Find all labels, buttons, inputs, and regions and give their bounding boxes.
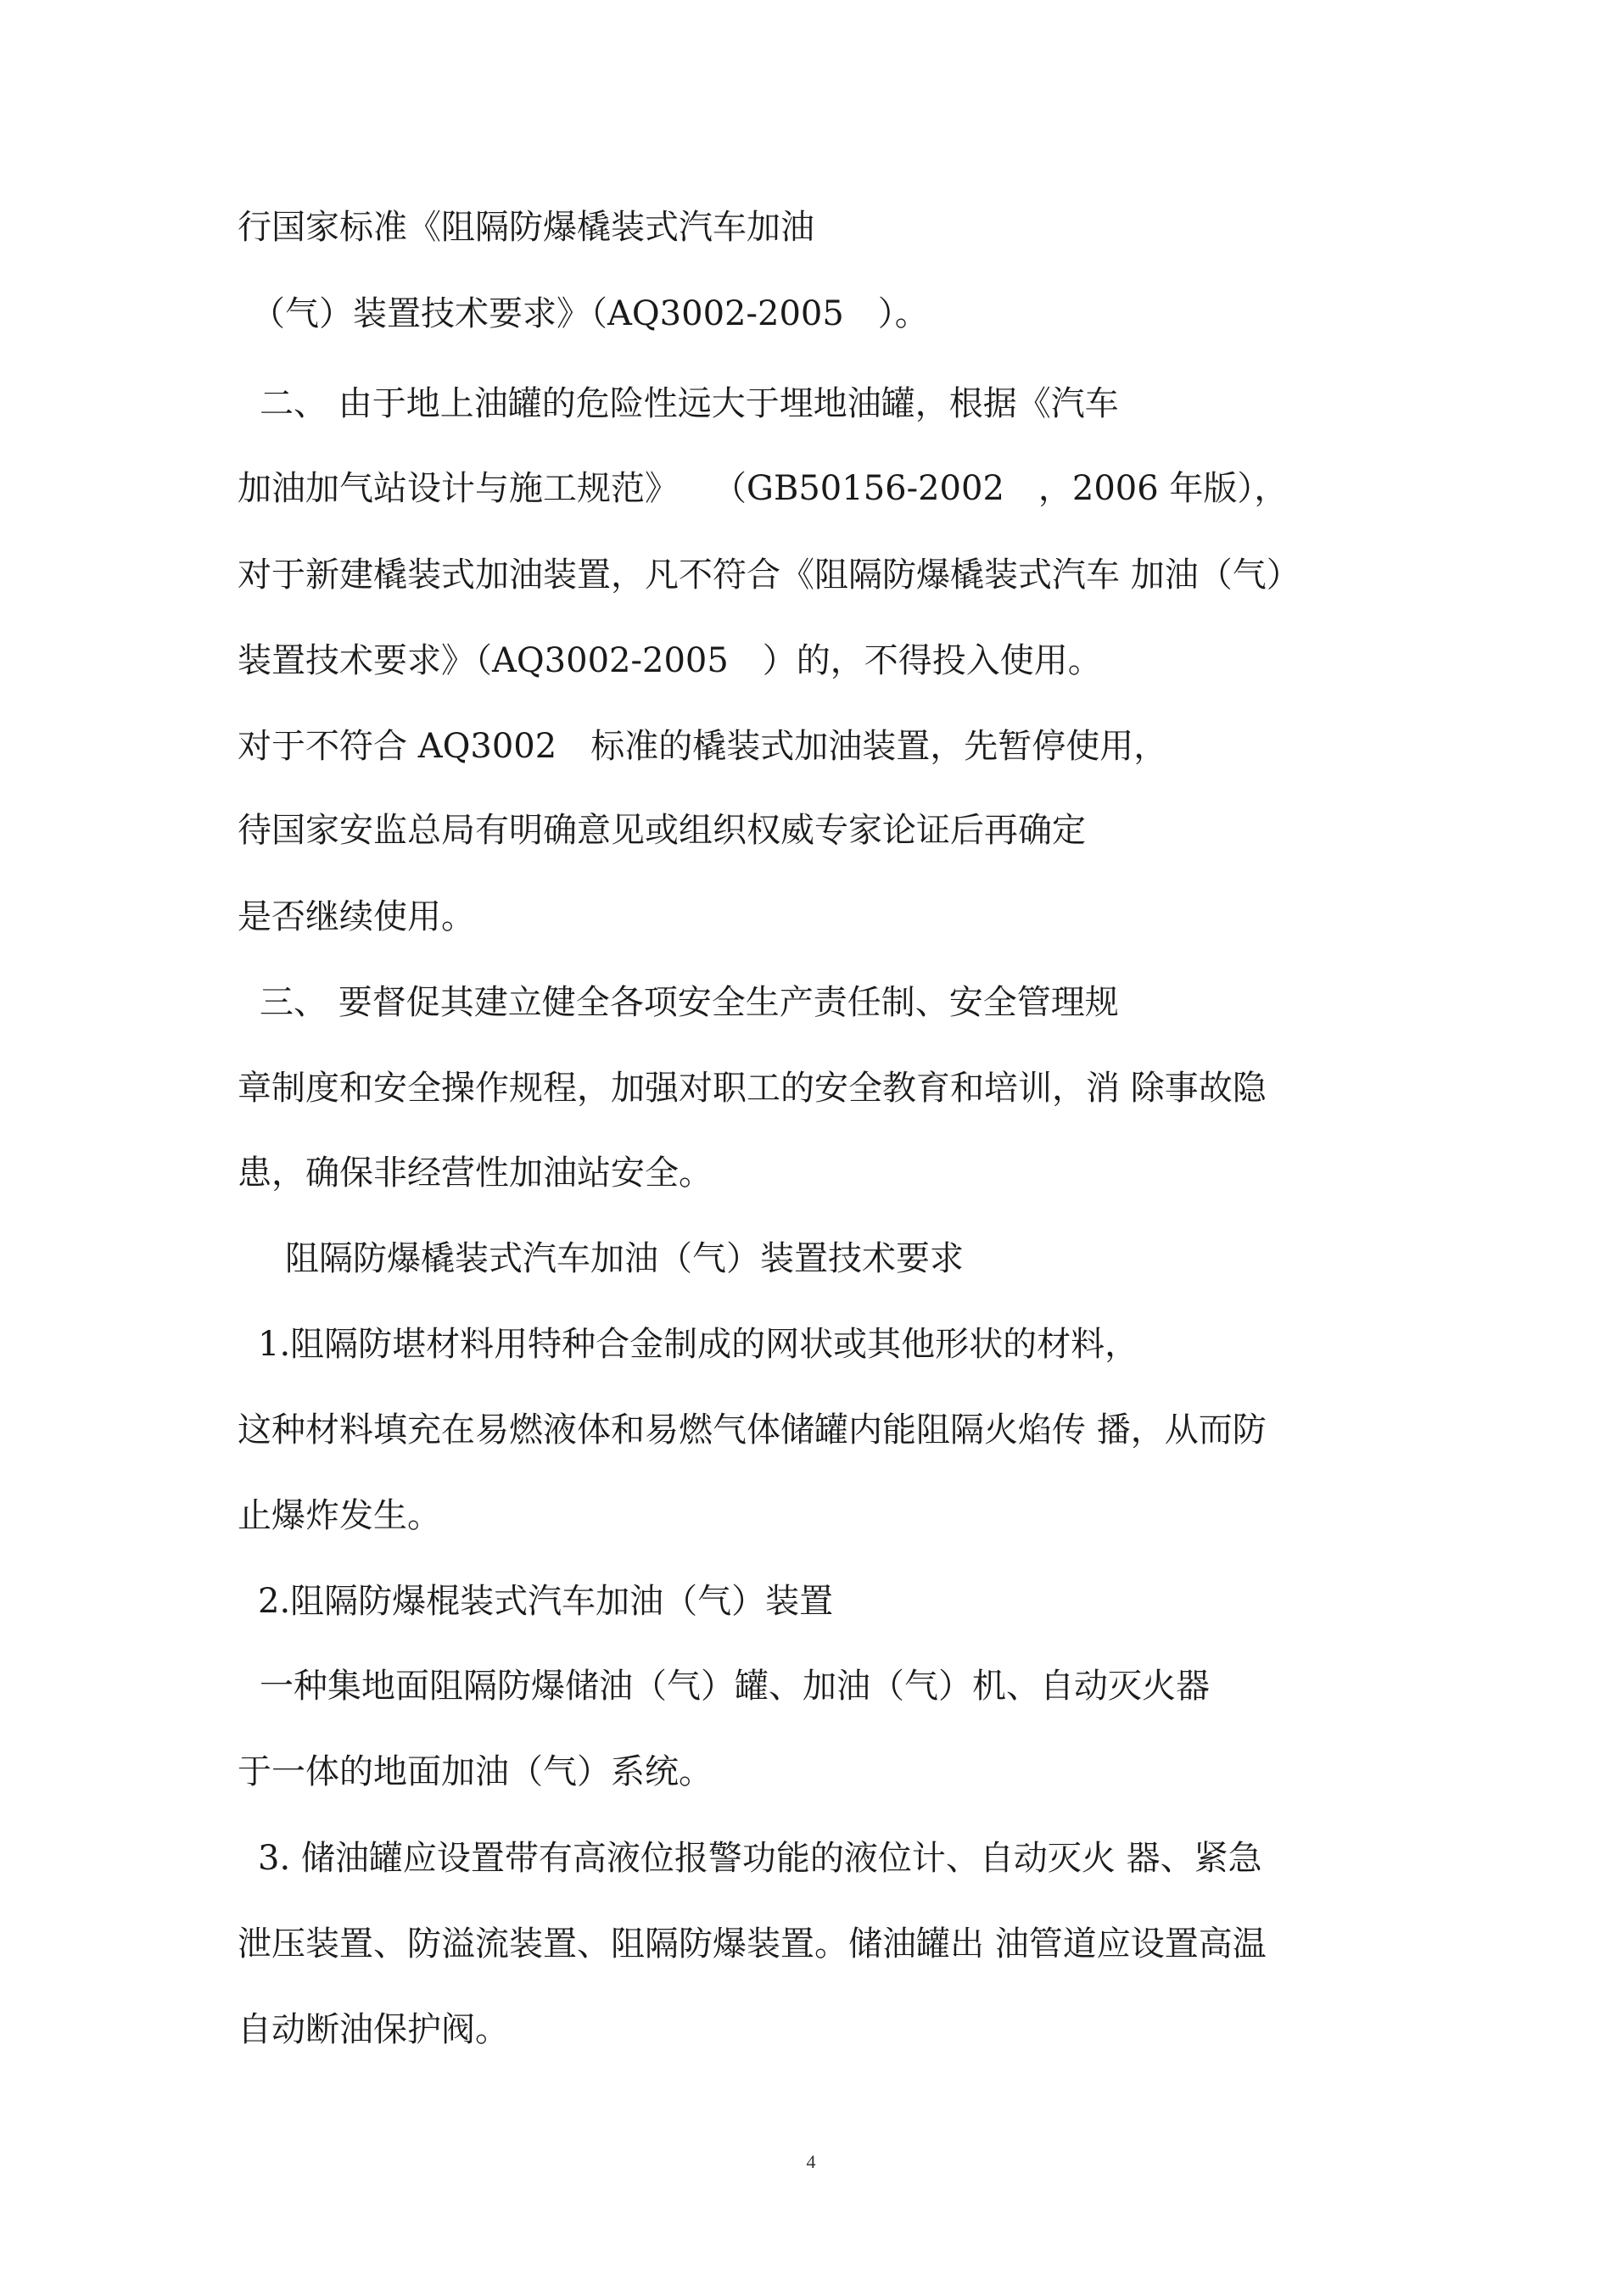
text-line: （气）装置技术要求》（AQ3002-2005 ）。 [251, 294, 929, 333]
text-line: 一种集地面阻隔防爆储油（气）罐、加油（气）机、自动灭火器 [260, 1667, 1210, 1706]
text-line: 对于新建橇装式加油装置，凡不符合《阻隔防爆橇装式汽车 加油（气） [238, 556, 1300, 595]
page-number: 4 [806, 2151, 816, 2172]
text-line: 章制度和安全操作规程，加强对职工的安全教育和培训，消 除事故隐 [238, 1069, 1267, 1108]
text-line: 二、 由于地上油罐的危险性远大于埋地油罐，根据《汽车 [260, 384, 1119, 423]
text-line: 于一体的地面加油（气）系统。 [238, 1752, 713, 1791]
section-heading: 阻隔防爆橇装式汽车加油（气）装置技术要求 [285, 1239, 964, 1278]
text-line: 对于不符合 AQ3002 标准的橇装式加油装置，先暂停使用， [238, 727, 1168, 766]
text-line: 3. 储油罐应设置带有高液位报警功能的液位计、自动灭火 器、紧急 [258, 1839, 1262, 1878]
text-line: 加油加气站设计与施工规范》 （GB50156-2002 ，2006 年版）， [238, 469, 1289, 508]
text-line: 待国家安监总局有明确意见或组织权威专家论证后再确定 [238, 811, 1086, 850]
text-line: 1.阻隔防堪材料用特种合金制成的网状或其他形状的材料， [258, 1325, 1139, 1364]
text-line: 是否继续使用。 [238, 897, 475, 936]
text-line: 这种材料填充在易燃液体和易燃气体储罐内能阻隔火焰传 播，从而防 [238, 1411, 1267, 1450]
text-line: 三、 要督促其建立健全各项安全生产责任制、安全管理规 [260, 983, 1119, 1022]
text-line: 泄压装置、防溢流装置、阻隔防爆装置。储油罐出 油管道应设置高温 [238, 1925, 1267, 1964]
text-line: 自动断油保护阀。 [238, 2010, 509, 2049]
text-line: 装置技术要求》（AQ3002-2005 ）的，不得投入使用。 [238, 641, 1102, 680]
text-line: 行国家标准《阻隔防爆橇装式汽车加油 [238, 208, 814, 247]
text-line: 患，确保非经营性加油站安全。 [238, 1154, 713, 1193]
text-line: 止爆炸发生。 [238, 1496, 441, 1535]
text-line: 2.阻隔防爆棍装式汽车加油（气）装置 [258, 1582, 834, 1621]
